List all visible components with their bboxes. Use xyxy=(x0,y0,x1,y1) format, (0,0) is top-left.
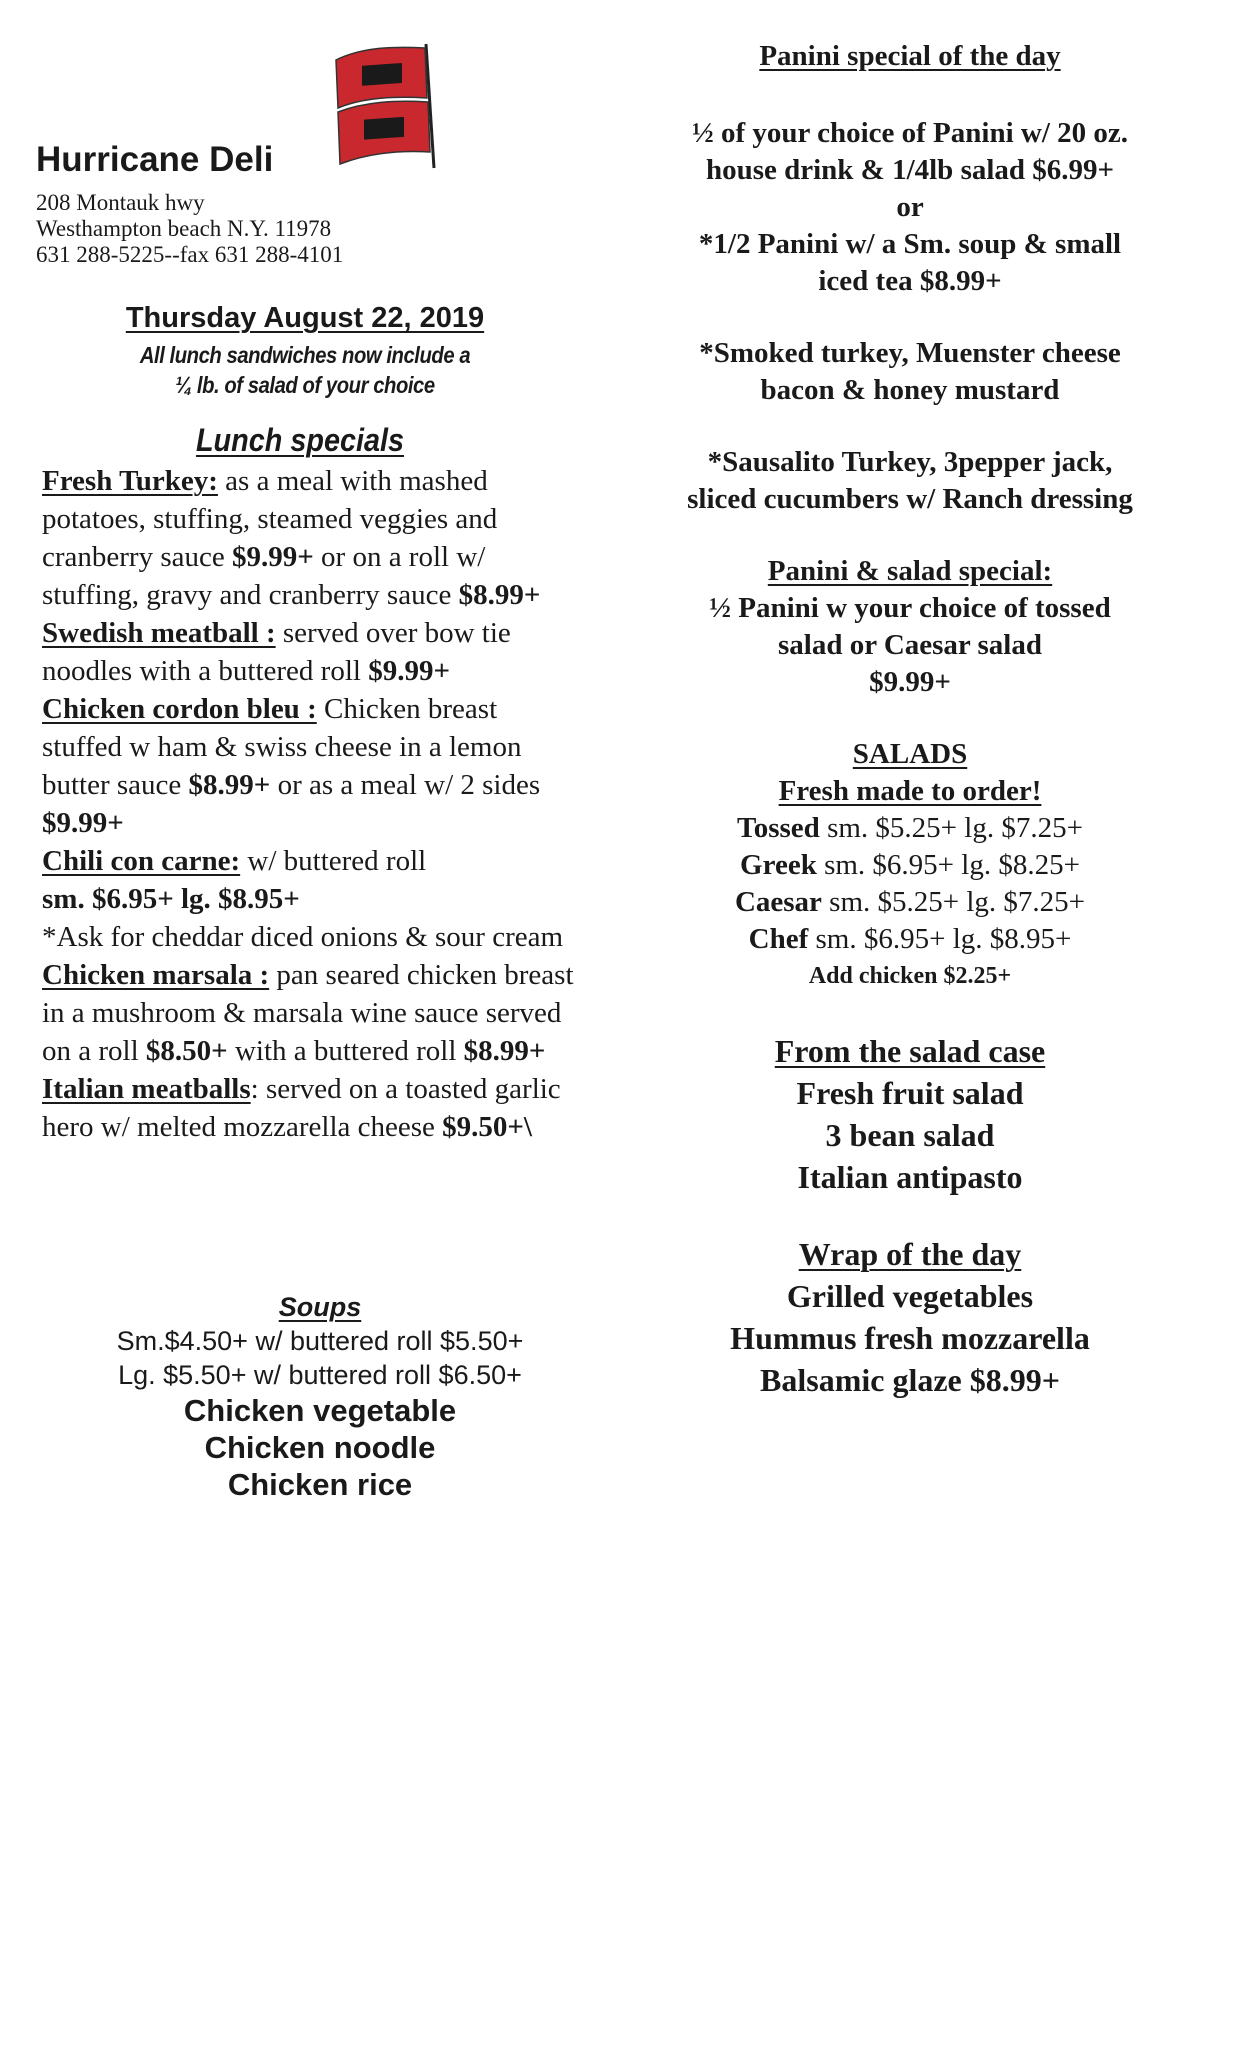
salads-title: SALADS xyxy=(852,738,968,770)
salad-lg: lg. $8.95+ xyxy=(945,923,1072,955)
item-price-2: $8.99+ xyxy=(463,1035,546,1067)
lunch-item-chili-con-carne xyxy=(42,842,582,956)
salad-case-item: Italian antipasto xyxy=(797,1159,1023,1195)
salad-sm: sm. $6.95+ xyxy=(816,849,955,881)
salads-subtitle: Fresh made to order! xyxy=(778,775,1042,807)
menu-date: Thursday August 22, 2019 xyxy=(125,302,485,334)
salad-name: Greek xyxy=(740,849,817,881)
salad-row-greek xyxy=(640,847,1180,884)
item-name: Chili con carne: xyxy=(42,845,241,877)
item-price: $9.99+ xyxy=(232,541,314,573)
salad-sm: sm. $5.25+ xyxy=(821,886,960,918)
salad-row-caesar xyxy=(640,884,1180,921)
salad-sm: sm. $6.95+ xyxy=(808,923,946,955)
salad-lg: lg. $7.25+ xyxy=(959,886,1086,918)
panini-offer1-line2: house drink & 1/4lb salad $6.99+ xyxy=(705,154,1115,186)
panini-option1-line1: *Smoked turkey, Muenster cheese xyxy=(699,337,1121,369)
salad-sm: sm. $5.25+ xyxy=(819,812,958,844)
item-desc: w/ buttered roll xyxy=(240,845,427,877)
wrap-title: Wrap of the day xyxy=(798,1236,1022,1272)
item-name: Swedish meatball : xyxy=(42,617,276,649)
item-name: Chicken cordon bleu : xyxy=(42,693,317,725)
lunch-item-italian-meatballs xyxy=(42,1070,582,1146)
item-desc: served over bow tie noodles with a buttered roll xyxy=(42,617,511,687)
item-price-2: $8.99+ xyxy=(458,579,541,611)
panini-title: Panini special of the day xyxy=(759,40,1061,72)
lunch-item-swedish-meatball xyxy=(42,614,582,690)
item-price: $9.50+\ xyxy=(442,1111,532,1143)
soups-sm-price: Sm.$4.50+ w/ buttered roll $5.50+ xyxy=(116,1326,524,1356)
wrap-line2: Hummus fresh mozzarella xyxy=(730,1320,1090,1356)
address-street: 208 Montauk hwy xyxy=(36,190,205,215)
panini-option2-line2: sliced cucumbers w/ Ranch dressing xyxy=(687,483,1133,515)
soup-item: Chicken rice xyxy=(227,1467,413,1502)
salad-row-chef xyxy=(640,921,1180,958)
deli-name: Hurricane Deli xyxy=(36,140,274,179)
item-desc-2: or as a meal w/ 2 sides xyxy=(270,769,541,801)
lunch-item-fresh-turkey xyxy=(42,462,582,614)
wrap-line3: Balsamic glaze $8.99+ xyxy=(760,1362,1060,1398)
salad-name: Chef xyxy=(748,923,809,955)
panini-offer2-line2: iced tea $8.99+ xyxy=(818,265,1002,297)
item-price: sm. $6.95+ lg. $8.95+ xyxy=(42,883,300,915)
panini-salad-price: $9.99+ xyxy=(869,666,951,698)
wrap-line1: Grilled vegetables xyxy=(786,1278,1034,1314)
right-column xyxy=(640,38,1180,1401)
panini-salad-line1: ½ Panini w your choice of tossed xyxy=(709,592,1111,624)
salad-name: Caesar xyxy=(734,886,822,918)
lunch-specials-title: Lunch specials xyxy=(195,422,405,458)
item-desc-2: with a buttered roll xyxy=(227,1035,464,1067)
lunch-note-line1: All lunch sandwiches now include a xyxy=(139,342,471,368)
soup-item: Chicken noodle xyxy=(204,1430,436,1465)
panini-or: or xyxy=(896,191,924,223)
item-desc: as a meal with mashed potatoes, stuffing, steamed veggies and cranberry sauce xyxy=(42,465,498,573)
item-name: Italian meatballs xyxy=(42,1073,251,1105)
lunch-note xyxy=(129,340,481,400)
item-price: $9.99+ xyxy=(368,655,450,687)
soups-section xyxy=(70,1290,570,1503)
hurricane-flag-logo xyxy=(330,40,440,180)
panini-option2-line1: *Sausalito Turkey, 3pepper jack, xyxy=(707,446,1113,478)
item-desc: Chicken breast stuffed w ham & swiss cheese in a lemon butter sauce xyxy=(42,693,522,801)
item-desc: pan seared chicken breast in a mushroom & marsala wine sauce served on a roll xyxy=(42,959,574,1067)
salad-case-item: 3 bean salad xyxy=(825,1117,995,1153)
salad-lg: lg. $7.25+ xyxy=(957,812,1083,844)
salad-case-item: Fresh fruit salad xyxy=(796,1075,1024,1111)
item-price: $8.99+ xyxy=(188,769,271,801)
salad-row-tossed xyxy=(640,810,1180,847)
address-block xyxy=(36,190,343,268)
item-name: Fresh Turkey: xyxy=(42,465,218,497)
soups-title: Soups xyxy=(278,1292,362,1322)
item-desc: : served on a toasted garlic hero w/ melted mozzarella cheese xyxy=(42,1073,561,1143)
panini-salad-line2: salad or Caesar salad xyxy=(778,629,1042,661)
lunch-note-line2: ¼ lb. of salad of your choice xyxy=(175,372,435,398)
item-desc-2: or on a roll w/ stuffing, gravy and cranberry sauce xyxy=(42,541,486,611)
soup-item: Chicken vegetable xyxy=(183,1393,457,1428)
panini-option1-line2: bacon & honey mustard xyxy=(760,374,1060,406)
soups-lg-price: Lg. $5.50+ w/ buttered roll $6.50+ xyxy=(118,1360,522,1390)
item-note: *Ask for cheddar diced onions & sour cream xyxy=(42,921,564,953)
panini-salad-title: Panini & salad special: xyxy=(767,555,1053,587)
lunch-specials-list xyxy=(42,462,582,1146)
salad-add-chicken: Add chicken $2.25+ xyxy=(808,963,1012,989)
address-city: Westhampton beach N.Y. 11978 xyxy=(36,216,332,241)
salad-case-title: From the salad case xyxy=(774,1033,1046,1069)
panini-offer1-line1: ½ of your choice of Panini w/ 20 oz. xyxy=(691,117,1129,149)
phone-fax: 631 288-5225--fax 631 288-4101 xyxy=(36,242,344,267)
lunch-item-chicken-cordon-bleu xyxy=(42,690,582,842)
lunch-item-chicken-marsala xyxy=(42,956,582,1070)
item-price-2: $9.99+ xyxy=(42,807,124,839)
panini-offer2-line1: *1/2 Panini w/ a Sm. soup & small xyxy=(698,228,1122,260)
salad-lg: lg. $8.25+ xyxy=(954,849,1080,881)
salad-name: Tossed xyxy=(737,812,820,844)
item-name: Chicken marsala : xyxy=(42,959,270,991)
item-price: $8.50+ xyxy=(145,1035,228,1067)
